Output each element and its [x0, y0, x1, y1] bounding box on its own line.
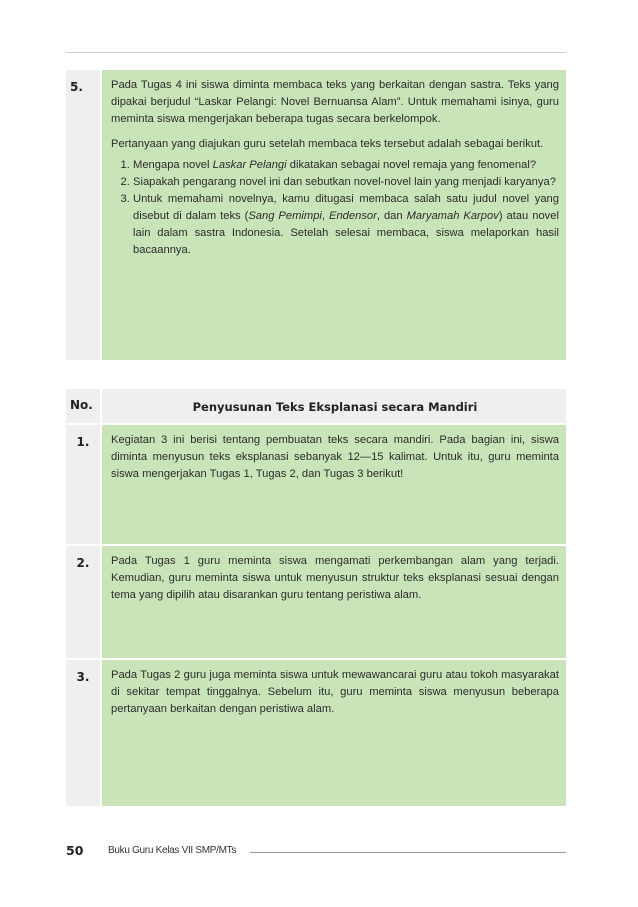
novel-title: Laskar Pelangi — [212, 159, 287, 171]
paragraph: Pertanyaan yang diajukan guru setelah membaca teks tersebut adalah sebagai berikut. — [111, 138, 544, 150]
row-content — [102, 425, 566, 544]
footer-divider — [250, 852, 566, 853]
novel-title: Sang Pemimpi — [248, 210, 322, 222]
paragraph: Pada Tugas 2 guru juga meminta siswa untuk mewawancarai guru atau tokoh masyarakat di sekitar tempat tinggalnya. Sebelum itu, guru meminta siswa menyusun beberapa pertanyaan berkaitan dengan peristiwa alam. — [111, 669, 559, 715]
explanation-text-table — [66, 389, 566, 808]
activity-table-continued — [66, 70, 566, 362]
novel-title: Endensor — [328, 210, 377, 222]
novel-title: Maryamah Karpov — [406, 210, 499, 222]
row-number: 5. — [66, 70, 100, 360]
row-number: 3. — [66, 660, 100, 806]
row-content — [102, 70, 566, 360]
text-span: Mengapa novel — [133, 159, 213, 171]
list-item: 2. Siapakah pengarang novel ini dan sebutkan novel-novel lain yang menjadi karyanya? — [133, 174, 559, 191]
table-row — [66, 70, 566, 360]
paragraph: Pada Tugas 1 guru meminta siswa mengamati perkembangan alam yang terjadi. Kemudian, guru meminta siswa untuk menyusun struktur teks eksplanasi sesuai dengan tema yang dipilih atau disarankan guru tentang peristiwa alam. — [111, 555, 559, 601]
top-divider — [66, 52, 566, 53]
table-row — [66, 425, 566, 544]
row-content — [102, 660, 566, 806]
paragraph: Kegiatan 3 ini berisi tentang pembuatan teks secara mandiri. Pada bagian ini, siswa diminta menyusun teks eksplanasi sebanyak 12—15 kalimat. Untuk itu, guru meminta siswa mengerjakan Tugas 1, Tugas 2, dan Tugas 3 berikut! — [111, 434, 559, 480]
list-item — [133, 157, 559, 174]
header-title: Penyusunan Teks Eksplanasi secara Mandiri — [102, 389, 566, 423]
text-span: , — [321, 210, 329, 222]
row-number: 2. — [66, 546, 100, 658]
table-row — [66, 546, 566, 658]
text-span: Untuk memahami novelnya, kamu ditugasi membaca salah satu judul novel yang disebut di dalam teks ( — [133, 193, 559, 222]
text-span: ) atau novel lain dalam sastra Indonesia. Setelah selesai membaca, siswa melaporkan hasil bacaannya. — [133, 210, 559, 256]
page-number: 50 — [66, 843, 84, 858]
list-item — [133, 191, 559, 259]
text-span: dikatakan sebagai novel remaja yang fenomenal? — [286, 159, 537, 171]
table-header — [66, 389, 566, 423]
header-number: No. — [66, 389, 100, 423]
text-span: , dan — [376, 210, 407, 222]
table-row — [66, 660, 566, 806]
row-content — [102, 546, 566, 658]
question-list — [111, 157, 559, 259]
row-number: 1. — [66, 425, 100, 544]
book-title: Buku Guru Kelas VII SMP/MTs — [108, 845, 237, 856]
paragraph: Pada Tugas 4 ini siswa diminta membaca teks yang berkaitan dengan sastra. Teks yang dipakai berjudul “Laskar Pelangi: Novel Bernuansa Alam”. Untuk memahami isinya, guru meminta siswa mengerjakan beberapa tugas secara berkelompok. — [111, 79, 559, 125]
